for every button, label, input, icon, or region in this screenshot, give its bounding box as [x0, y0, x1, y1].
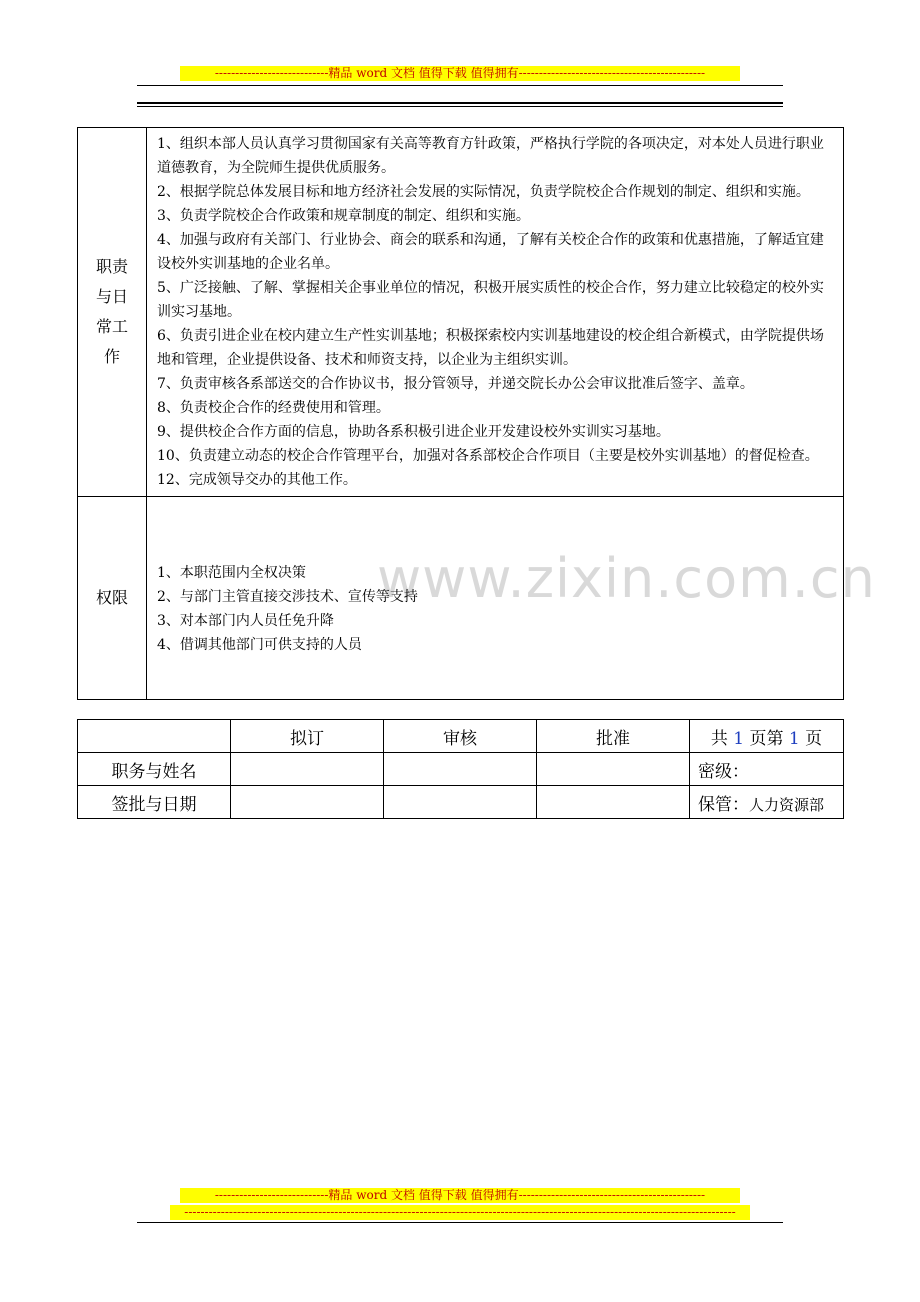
- duty-item: 2、根据学院总体发展目标和地方经济社会发展的实际情况，负责学院校企合作规划的制定、组织和实施。: [157, 184, 810, 200]
- authority-row: [78, 497, 844, 700]
- row-date-label: 签批与日期: [78, 786, 231, 819]
- authority-content: [147, 497, 876, 700]
- duty-item: 7、负责审核各系部送交的合作协议书，报分管领导，并递交院长办公会审议批准后签字、盖章。: [157, 376, 754, 392]
- header-rule-thick: [137, 102, 783, 104]
- authority-label-cell: [78, 497, 147, 700]
- page-prefix: 共: [710, 728, 728, 749]
- authority-item: 2、与部门主管直接交涉技术、宣传等支持: [157, 589, 418, 605]
- page-total: 1: [733, 728, 745, 749]
- signoff-position-row: [78, 753, 844, 786]
- col-approve-header: 批准: [537, 720, 690, 753]
- page-suffix: 页: [805, 728, 823, 749]
- col-draft-header: 拟订: [231, 720, 384, 753]
- authority-item: 4、借调其他部门可供支持的人员: [157, 637, 362, 653]
- duties-row: [78, 128, 844, 497]
- review-date-cell[interactable]: [384, 786, 537, 819]
- duty-item: 9、提供校企合作方面的信息，协助各系积极引进企业开发建设校外实训实习基地。: [157, 424, 670, 440]
- authority-item: 3、对本部门内人员任免升降: [157, 613, 334, 629]
- duty-item: 10、负责建立动态的校企合作管理平台，加强对各系部校企合作项目（主要是校外实训基地）的督促检查。: [157, 448, 819, 464]
- duties-label-cell: [78, 128, 147, 497]
- duty-table: [77, 127, 876, 700]
- signoff-corner: [78, 720, 231, 753]
- authority-item: 1、本职范围内全权决策: [157, 565, 306, 581]
- custody: [690, 786, 844, 819]
- duties-label: 职责与日常工作: [95, 257, 128, 366]
- footer-banner-dashes: ----------------------------------------------------------------------------------------------------------------------------------------: [170, 1205, 750, 1220]
- draft-date-cell[interactable]: [231, 786, 384, 819]
- duty-item: 6、负责引进企业在校内建立生产性实训基地；积极探索校内实训基地建设的校企组合新模式，由学院提供场地和管理，企业提供设备、技术和师资支持，以企业为主组织实训。: [157, 328, 824, 368]
- approve-date-cell[interactable]: [537, 786, 690, 819]
- duty-item: 1、组织本部人员认真学习贯彻国家有关高等教育方针政策，严格执行学院的各项决定，对本处人员进行职业道德教育，为全院师生提供优质服务。: [157, 136, 824, 176]
- signoff-date-row: [78, 786, 844, 819]
- duties-content: [147, 128, 844, 497]
- duty-item: 12、完成领导交办的其他工作。: [157, 472, 357, 488]
- draft-position-cell[interactable]: [231, 753, 384, 786]
- footer-banner: ----------------------------精品 word 文档 值得下载 值得拥有----------------------------------------------: [180, 1188, 740, 1203]
- row-position-label: 职务与姓名: [78, 753, 231, 786]
- duty-item: 4、加强与政府有关部门、行业协会、商会的联系和沟通，了解有关校企合作的政策和优惠措施，了解适宜建设校外实训基地的企业名单。: [157, 232, 824, 272]
- authority-label: 权限: [95, 588, 128, 607]
- duty-item: 8、负责校企合作的经费使用和管理。: [157, 400, 390, 416]
- watermark-text: www.zixin.com.cn: [377, 547, 876, 610]
- custody-value: 人力资源部: [749, 795, 825, 814]
- custody-label: 保管：: [698, 794, 749, 815]
- signoff-table: [77, 719, 844, 819]
- header-banner: ----------------------------精品 word 文档 值得下载 值得拥有----------------------------------------------: [180, 66, 740, 81]
- header-rule-under: [137, 106, 783, 107]
- page-mid: 页第: [749, 728, 784, 749]
- duty-item: 5、广泛接触、了解、掌握相关企事业单位的情况，积极开展实质性的校企合作，努力建立比较稳定的校外实训实习基地。: [157, 280, 824, 320]
- signoff-header-row: [78, 720, 844, 753]
- col-review-header: 审核: [384, 720, 537, 753]
- approve-position-cell[interactable]: [537, 753, 690, 786]
- footer-rule: [137, 1222, 783, 1223]
- page-current: 1: [788, 728, 800, 749]
- review-position-cell[interactable]: [384, 753, 537, 786]
- duty-item: 3、负责学院校企合作政策和规章制度的制定、组织和实施。: [157, 208, 530, 224]
- page-count: [690, 720, 844, 753]
- header-rule-thin: [137, 85, 783, 86]
- secret-level: 密级：: [690, 753, 844, 786]
